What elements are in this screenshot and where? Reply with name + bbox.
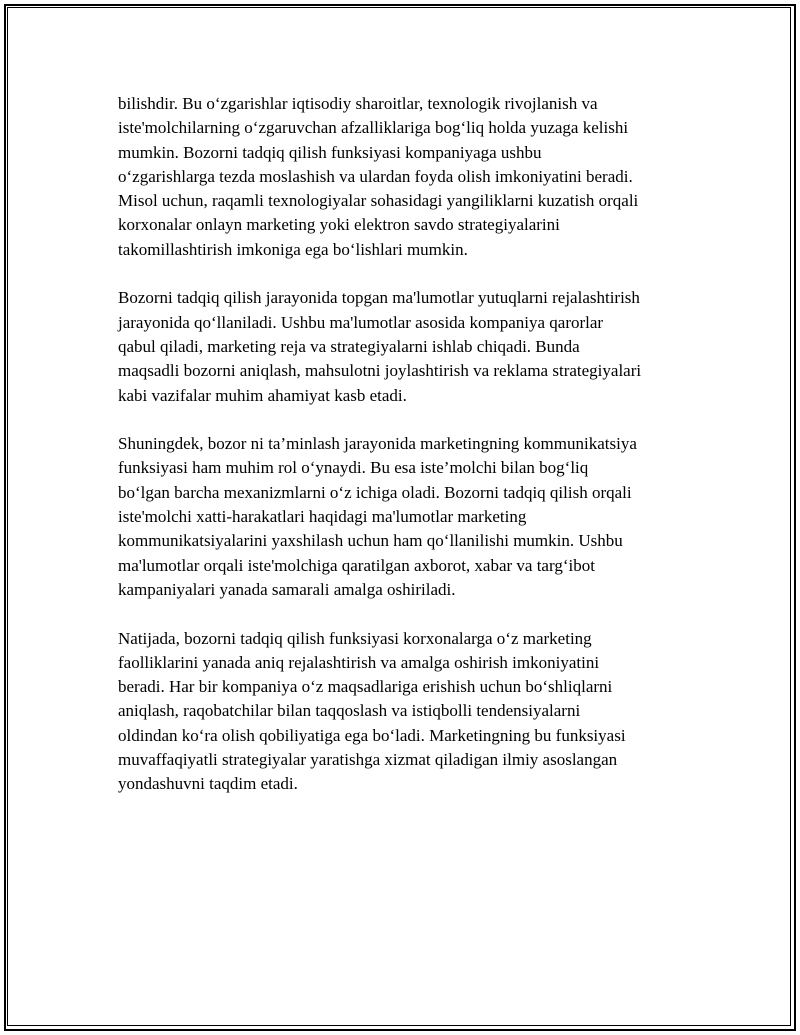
text-line: iste'molchi xatti-harakatlari haqidagi ma'lumotlar marketing — [118, 507, 527, 527]
text-line: o‘zgarishlarga tezda moslashish va ulardan foyda olish imkoniyatini beradi. — [118, 166, 633, 186]
text-line: Natijada, bozorni tadqiq qilish funksiyasi korxonalarga o‘z marketing — [118, 628, 592, 648]
paragraph-4 — [118, 627, 688, 797]
text-line: korxonalar onlayn marketing yoki elektron savdo strategiyalarini — [118, 215, 560, 235]
text-line: funksiyasi ham muhim rol o‘ynaydi. Bu esa iste’molchi bilan bog‘liq — [118, 458, 589, 478]
text-line: yondashuvni taqdim etadi. — [118, 774, 298, 794]
text-line: kabi vazifalar muhim ahamiyat kasb etadi. — [118, 385, 407, 405]
text-line: kommunikatsiyalarini yaxshilash uchun ham qo‘llanilishi mumkin. Ushbu — [118, 531, 623, 551]
text-line: Shuningdek, bozor ni ta’minlash jarayonida marketingning kommunikatsiya — [118, 434, 637, 454]
document-body — [118, 92, 688, 821]
text-line: Bozorni tadqiq qilish jarayonida topgan ma'lumotlar yutuqlarni rejalashtirish — [118, 288, 640, 308]
paragraph-1 — [118, 92, 688, 262]
text-line: bo‘lgan barcha mexanizmlarni o‘z ichiga oladi. Bozorni tadqiq qilish orqali — [118, 482, 632, 502]
paragraph-2 — [118, 286, 688, 407]
text-line: iste'molchilarning o‘zgaruvchan afzalliklariga bog‘liq holda yuzaga kelishi — [118, 118, 629, 138]
text-line: ma'lumotlar orqali iste'molchiga qaratilgan axborot, xabar va targ‘ibot — [118, 555, 595, 575]
text-line: aniqlash, raqobatchilar bilan taqqoslash va istiqbolli tendensiyalarni — [118, 701, 581, 721]
text-line: takomillashtirish imkoniga ega bo‘lishlari mumkin. — [118, 239, 468, 259]
text-line: kampaniyalari yanada samarali amalga oshiriladi. — [118, 579, 456, 599]
text-line: muvaffaqiyatli strategiyalar yaratishga xizmat qiladigan ilmiy asoslangan — [118, 750, 618, 770]
text-line: bilishdir. Bu o‘zgarishlar iqtisodiy sharoitlar, texnologik rivojlanish va — [118, 94, 598, 113]
text-line: mumkin. Bozorni tadqiq qilish funksiyasi kompaniyaga ushbu — [118, 142, 542, 162]
text-line: Misol uchun, raqamli texnologiyalar sohasidagi yangiliklarni kuzatish orqali — [118, 191, 639, 211]
text-line: beradi. Har bir kompaniya o‘z maqsadlariga erishish uchun bo‘shliqlarni — [118, 677, 613, 697]
text-line: faolliklarini yanada aniq rejalashtirish va amalga oshirish imkoniyatini — [118, 652, 600, 672]
text-line: jarayonida qo‘llaniladi. Ushbu ma'lumotlar asosida kompaniya qarorlar — [118, 312, 604, 332]
text-line: oldindan ko‘ra olish qobiliyatiga ega bo‘ladi. Marketingning bu funksiyasi — [118, 725, 626, 745]
paragraph-3 — [118, 432, 688, 602]
text-line: qabul qiladi, marketing reja va strategiyalarni ishlab chiqadi. Bunda — [118, 336, 580, 356]
text-line: maqsadli bozorni aniqlash, mahsulotni joylashtirish va reklama strategiyalari — [118, 361, 642, 381]
